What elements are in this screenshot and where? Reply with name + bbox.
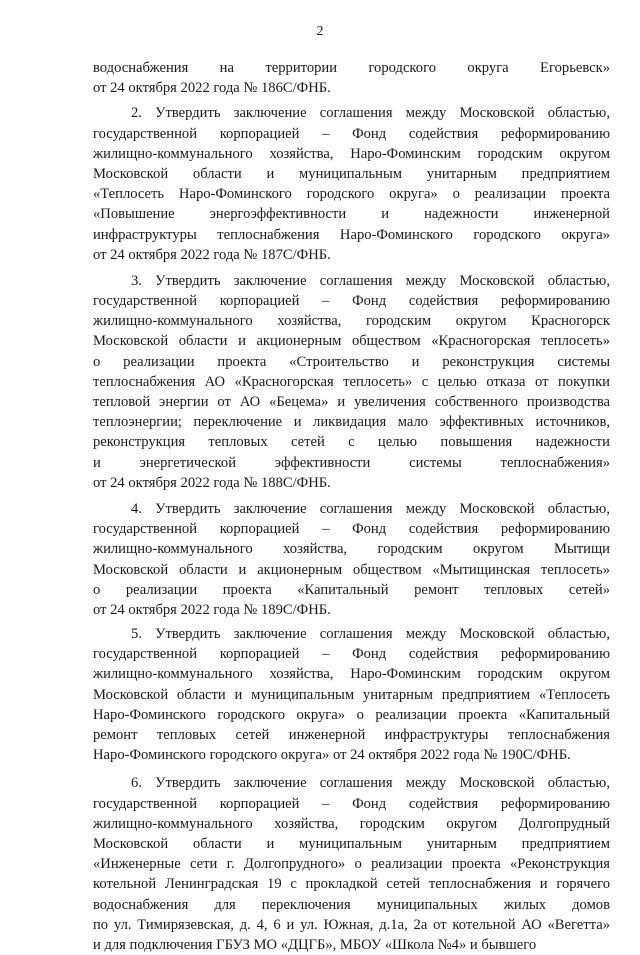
text-line: 5. Утвердить заключение соглашения между Московской областью, [131, 626, 610, 643]
text-line: Наро-Фоминского городского округа» о реализации проекта «Капитальный [93, 706, 610, 723]
text-line: «Повышение энергоэффективности и надежности инженерной [93, 206, 610, 223]
paragraph-6 [93, 773, 610, 955]
text-line: жилищно-коммунального хозяйства, городским округом Долгопрудный [93, 815, 610, 832]
text-line: жилищно-коммунального хозяйства, городским округом Красногорск [93, 313, 610, 330]
text-line: от 24 октября 2022 года № 188С/ФНБ. [93, 474, 331, 491]
text-line: тепловой энергии от АО «Бецема» и увеличения собственного производства [93, 394, 610, 410]
text-line: о реализации проекта «Капитальный ремонт тепловых сетей» [93, 581, 610, 598]
paragraph-5 [93, 624, 610, 765]
text-line: 2. Утвердить заключение соглашения между Московской областью, [131, 105, 610, 122]
text-line: водоснабжения для переключения муниципальных жилых домов [93, 896, 610, 913]
text-line: «Инженерные сети г. Долгопрудного» о реализации проекта «Реконструкция [93, 856, 610, 873]
text-line: Московской области и муниципальным унитарным предприятием [93, 165, 610, 182]
text-line: и для подключения ГБУЗ МО «ДЦГБ», МБОУ «Школа №4» и бывшего [93, 936, 537, 953]
text-line: Московской области и муниципальным унитарным предприятием [93, 835, 610, 852]
text-line: государственной корпорацией – Фонд содействия реформированию [93, 125, 610, 142]
document-body [93, 58, 610, 955]
text-line: Московской области и акционерным обществом «Мытищинская теплосеть» [93, 561, 610, 578]
text-line: жилищно-коммунального хозяйства, Наро-Фоминским городским округом [93, 666, 610, 683]
text-line: реконструкция тепловых сетей с целью повышения надежности [93, 434, 610, 451]
text-line: 4. Утвердить заключение соглашения между Московской областью, [131, 500, 610, 517]
paragraph-3 [93, 271, 610, 493]
text-line: Московской области и акционерным обществом «Красногорская теплосеть» [93, 333, 610, 350]
text-line: государственной корпорацией – Фонд содействия реформированию [93, 521, 610, 538]
text-line: по ул. Тимирязевская, д. 4, 6 и ул. Южная, д.1а, 2а от котельной АО «Вегетта» [93, 916, 610, 933]
text-line: Наро-Фоминского городского округа» от 24 октября 2022 года № 190С/ФНБ. [93, 747, 571, 764]
text-line: государственной корпорацией – Фонд содействия реформированию [93, 795, 610, 812]
text-line: от 24 октября 2022 года № 189С/ФНБ. [93, 601, 331, 618]
text-line: и энергетической эффективности системы теплоснабжения» [93, 454, 610, 471]
paragraph-1 [93, 58, 610, 98]
text-line: теплоэнергии; переключение и ликвидация мало эффективных источников, [93, 414, 610, 431]
text-line: водоснабжения на территории городского округа Егорьевск» [93, 60, 610, 76]
text-line: Московской области и муниципальным унитарным предприятием «Теплосеть [93, 686, 610, 703]
page-number: 2 [316, 24, 324, 39]
text-line: жилищно-коммунального хозяйства, городским округом Мытищи [93, 541, 610, 558]
text-line: государственной корпорацией – Фонд содействия реформированию [93, 293, 610, 310]
text-line: «Теплосеть Наро-Фоминского городского округа» о реализации проекта [93, 186, 610, 203]
text-line: 6. Утвердить заключение соглашения между Московской областью, [131, 775, 610, 792]
text-line: теплоснабжения АО «Красногорская теплосеть» с целью отказа от покупки [93, 373, 610, 390]
text-line: государственной корпорацией – Фонд содействия реформированию [93, 646, 610, 663]
text-line: инфраструктуры теплоснабжения Наро-Фоминского городского округа» [93, 226, 610, 243]
text-line: от 24 октября 2022 года № 187С/ФНБ. [93, 246, 331, 263]
paragraph-2 [93, 103, 610, 265]
text-line: о реализации проекта «Строительство и реконструкция системы [93, 353, 610, 370]
text-line: от 24 октября 2022 года № 186С/ФНБ. [93, 80, 331, 97]
paragraph-4 [93, 499, 610, 620]
text-line: котельной Ленинградская 19 с прокладкой сетей теплоснабжения и горячего [93, 876, 610, 893]
text-line: 3. Утвердить заключение соглашения между Московской областью, [131, 272, 610, 289]
text-line: жилищно-коммунального хозяйства, Наро-Фоминским городским округом [93, 145, 610, 162]
text-line: ремонт тепловых сетей инженерной инфраструктуры теплоснабжения [93, 727, 610, 743]
